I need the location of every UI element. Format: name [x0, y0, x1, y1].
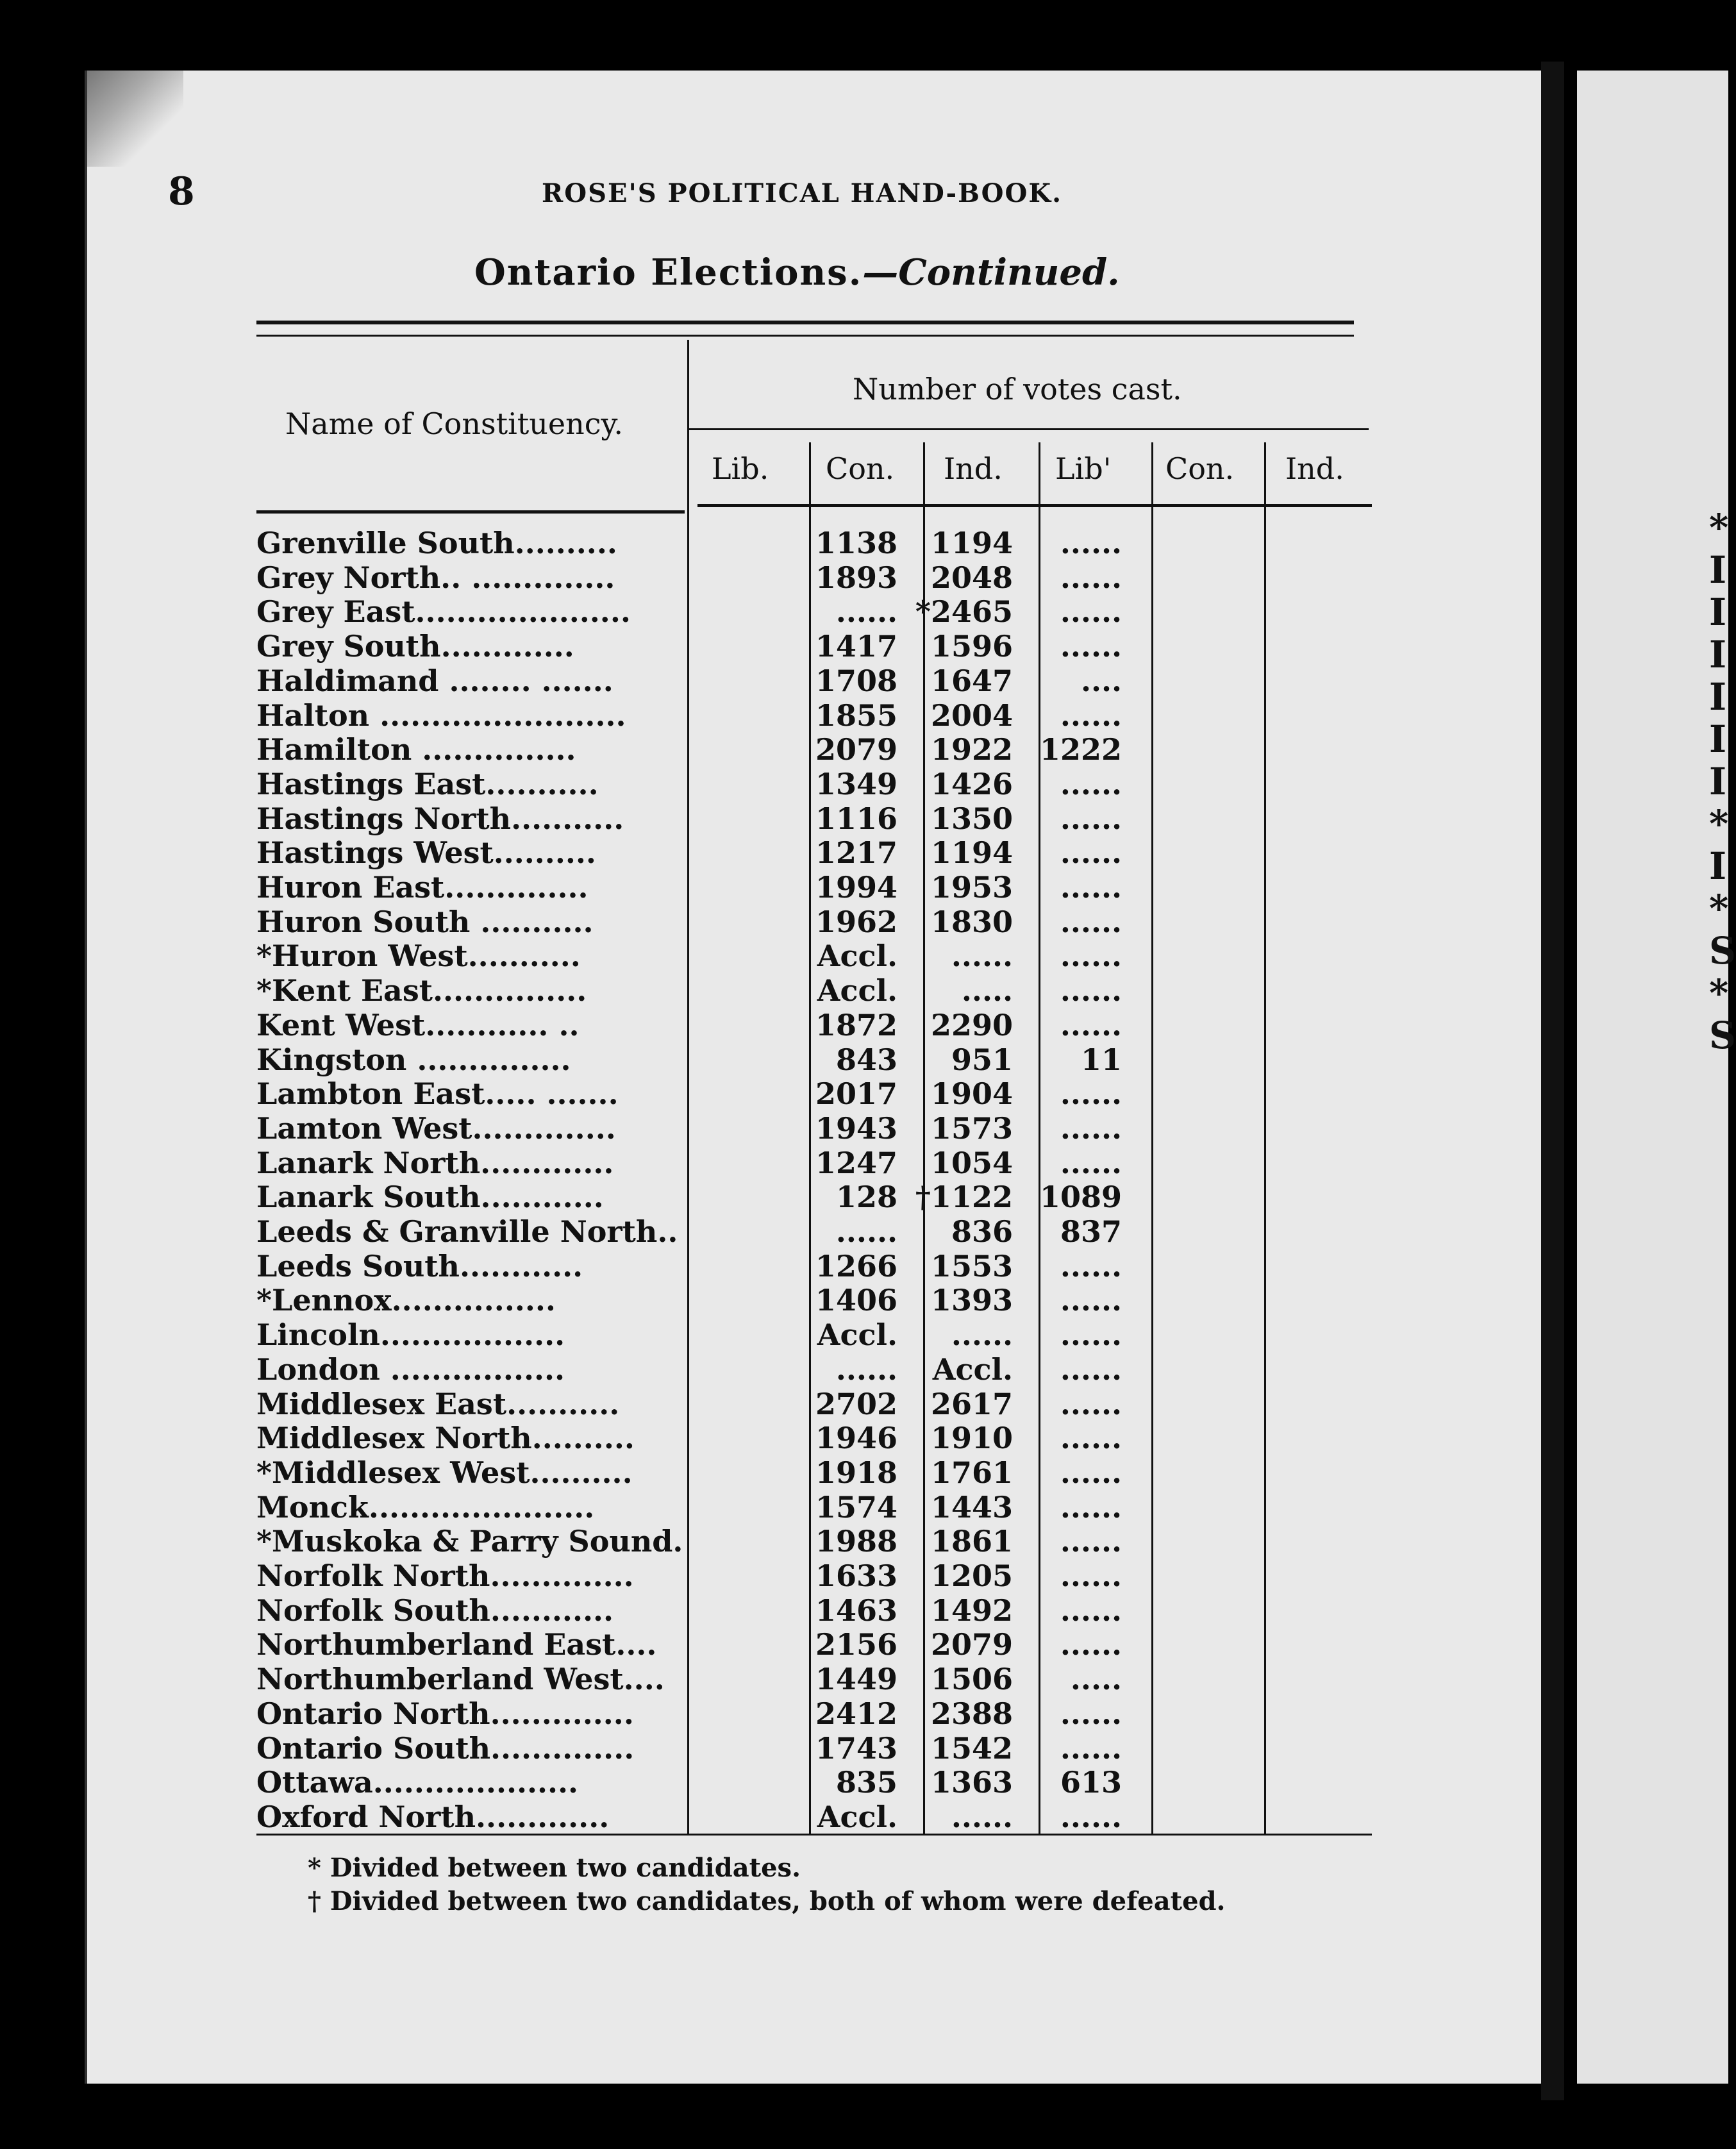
book-gutter — [1541, 62, 1564, 2100]
con-votes: 1647 — [930, 663, 1013, 698]
lib-votes: Accl. — [817, 939, 897, 974]
lib-votes: 1708 — [815, 663, 897, 698]
table-row — [256, 801, 1372, 836]
ind-votes: ...... — [1060, 1696, 1122, 1731]
ind-votes: 11 — [1080, 1042, 1122, 1077]
con-votes: 2079 — [930, 1627, 1013, 1662]
ind-votes: ...... — [1060, 560, 1122, 595]
ind-votes: ...... — [1060, 1317, 1122, 1353]
con-votes: *2465 — [915, 594, 1013, 630]
lib-votes: 843 — [835, 1042, 897, 1077]
table-top-rule-thin — [256, 335, 1354, 337]
constituency-name: Lanark North............. — [256, 1145, 614, 1180]
con-votes: 1194 — [930, 526, 1013, 560]
constituency-name: Grey East..................... — [256, 594, 631, 630]
header-col-lib-2: Lib' — [1055, 451, 1112, 486]
title-main: Ontario Elections. — [474, 251, 863, 294]
table-row — [256, 698, 1372, 733]
con-votes: Accl. — [932, 1351, 1013, 1387]
constituency-name: Ottawa.................... — [256, 1765, 579, 1800]
table-row — [256, 594, 1372, 629]
ind-votes: ...... — [1060, 1593, 1122, 1628]
constituency-name: Middlesex North.......... — [256, 1421, 635, 1456]
table-row — [256, 1559, 1372, 1593]
votes-header-rule — [689, 428, 1369, 430]
constituency-name: Oxford North............. — [256, 1799, 610, 1834]
con-votes: 1350 — [930, 801, 1013, 836]
footnote-asterisk: * Divided between two candidates. — [308, 1853, 801, 1883]
constituency-name: London ................. — [256, 1351, 565, 1387]
ind-votes: ...... — [1060, 1007, 1122, 1042]
ind-votes: ...... — [1060, 1145, 1122, 1180]
ind-votes: ...... — [1060, 1283, 1122, 1318]
con-votes: 1426 — [930, 766, 1013, 801]
lib-votes: 1633 — [815, 1559, 897, 1593]
con-votes: 1205 — [930, 1559, 1013, 1593]
con-votes: 1194 — [930, 835, 1013, 871]
ind-votes: ...... — [1060, 1110, 1122, 1146]
constituency-name: Leeds South............ — [256, 1248, 583, 1284]
constituency-name: Hastings North........... — [256, 801, 624, 836]
con-votes: 1363 — [930, 1765, 1013, 1800]
ind-votes: ...... — [1060, 698, 1122, 733]
constituency-name: *Middlesex West.......... — [256, 1455, 633, 1490]
header-col-con-2: Con. — [1165, 451, 1235, 486]
con-votes: 836 — [951, 1214, 1013, 1249]
ind-votes: ...... — [1060, 526, 1122, 560]
header-name-of-constituency: Name of Constituency. — [285, 406, 624, 441]
constituency-name: Ontario North.............. — [256, 1696, 634, 1731]
con-votes: 1910 — [930, 1421, 1013, 1456]
constituency-name: Huron South ........... — [256, 904, 594, 939]
ind-votes: ...... — [1060, 835, 1122, 871]
constituency-name: *Huron West........... — [256, 939, 581, 974]
con-votes: 2048 — [930, 560, 1013, 595]
title-continued: —Continued. — [862, 251, 1120, 294]
table-row — [256, 1111, 1372, 1146]
table-row — [256, 1283, 1372, 1317]
con-votes: 1443 — [930, 1489, 1013, 1525]
constituency-name: Leeds & Granville North.. — [256, 1214, 678, 1249]
table-row — [256, 664, 1372, 698]
ind-votes: ...... — [1060, 1386, 1122, 1421]
page-number: 8 — [168, 169, 195, 214]
constituency-name: *Lennox................ — [256, 1283, 556, 1318]
ind-votes: ..... — [1070, 1662, 1122, 1697]
constituency-name: Lambton East..... ....... — [256, 1076, 619, 1112]
table-row — [256, 1146, 1372, 1180]
ind-votes: ...... — [1060, 973, 1122, 1008]
table-row — [256, 1627, 1372, 1662]
lib-votes: 1988 — [815, 1524, 897, 1559]
constituency-name: Norfolk North.............. — [256, 1559, 634, 1593]
table-row — [256, 905, 1372, 939]
table-row — [256, 1490, 1372, 1525]
ind-votes: ...... — [1060, 1627, 1122, 1662]
lib-votes: 2412 — [815, 1696, 897, 1731]
lib-votes: 1217 — [815, 835, 897, 871]
lib-votes: 1574 — [815, 1489, 897, 1525]
table-row — [256, 1455, 1372, 1490]
con-votes: 1761 — [930, 1455, 1013, 1490]
constituency-name: Grenville South.......... — [256, 526, 617, 560]
con-votes: 951 — [951, 1042, 1013, 1077]
lib-votes: 2017 — [815, 1076, 897, 1112]
con-votes: 1861 — [930, 1524, 1013, 1559]
con-votes: 1506 — [930, 1662, 1013, 1697]
table-row — [256, 629, 1372, 664]
name-header-rule — [256, 510, 685, 514]
lib-votes: 1116 — [815, 801, 897, 836]
con-votes: ..... — [961, 973, 1013, 1008]
lib-votes: 1449 — [815, 1662, 897, 1697]
lib-votes: 2156 — [815, 1627, 897, 1662]
ind-votes: ...... — [1060, 904, 1122, 939]
lib-votes: ...... — [835, 1351, 897, 1387]
con-votes: 1922 — [930, 732, 1013, 767]
constituency-name: Norfolk South............ — [256, 1593, 614, 1628]
table-row — [256, 1352, 1372, 1387]
table-row — [256, 1214, 1372, 1249]
lib-votes: 1247 — [815, 1145, 897, 1180]
lib-votes: 1943 — [815, 1110, 897, 1146]
facing-page — [1577, 71, 1736, 2084]
lib-votes: Accl. — [817, 1317, 897, 1353]
ind-votes: ...... — [1060, 1421, 1122, 1456]
lib-votes: 1138 — [815, 526, 897, 560]
column-header-rule — [697, 504, 1372, 507]
con-votes: 1830 — [930, 904, 1013, 939]
lib-votes: 2079 — [815, 732, 897, 767]
lib-votes: 1946 — [815, 1421, 897, 1456]
table-top-rule — [256, 321, 1354, 324]
con-votes: ...... — [951, 939, 1013, 974]
constituency-name: Ontario South.............. — [256, 1730, 635, 1766]
constituency-name: Middlesex East........... — [256, 1386, 620, 1421]
ind-votes: ...... — [1060, 629, 1122, 664]
ind-votes: ...... — [1060, 1489, 1122, 1525]
table-row — [256, 1731, 1372, 1766]
lib-votes: 1962 — [815, 904, 897, 939]
lib-votes: 2702 — [815, 1386, 897, 1421]
header-number-of-votes: Number of votes cast. — [853, 372, 1182, 406]
table-row — [256, 1593, 1372, 1628]
lib-votes: 1266 — [815, 1248, 897, 1284]
table-row — [256, 1076, 1372, 1111]
ind-votes: ...... — [1060, 594, 1122, 630]
ind-votes: ...... — [1060, 870, 1122, 905]
table-row — [256, 1317, 1372, 1352]
lib-votes: Accl. — [817, 1799, 897, 1834]
lib-votes: 1893 — [815, 560, 897, 595]
page-title — [474, 251, 1120, 294]
ind-votes: ...... — [1060, 801, 1122, 836]
lib-votes: 1417 — [815, 629, 897, 664]
constituency-name: Kent West............ .. — [256, 1007, 580, 1042]
constituency-name: Northumberland West.... — [256, 1662, 665, 1697]
table-row — [256, 767, 1372, 801]
lib-votes: 1872 — [815, 1007, 897, 1042]
lib-votes: ...... — [835, 594, 897, 630]
constituency-name: Hastings West.......... — [256, 835, 596, 871]
table-row — [256, 1765, 1372, 1800]
constituency-name: Halton ........................ — [256, 698, 626, 733]
con-votes: 2290 — [930, 1007, 1013, 1042]
ind-votes: ...... — [1060, 1524, 1122, 1559]
ind-votes: ...... — [1060, 1799, 1122, 1834]
lib-votes: 1406 — [815, 1283, 897, 1318]
table-row — [256, 1421, 1372, 1455]
con-votes: 2388 — [930, 1696, 1013, 1731]
lib-votes: 1855 — [815, 698, 897, 733]
constituency-name: Monck...................... — [256, 1489, 595, 1525]
lib-votes: 1349 — [815, 766, 897, 801]
con-votes: 1492 — [930, 1593, 1013, 1628]
lib-votes: 1918 — [815, 1455, 897, 1490]
table-row — [256, 939, 1372, 973]
ind-votes: 1222 — [1039, 732, 1122, 767]
header-col-con: Con. — [826, 451, 895, 486]
con-votes: 1542 — [930, 1730, 1013, 1766]
constituency-name: Grey South............. — [256, 629, 574, 664]
lib-votes: Accl. — [817, 973, 897, 1008]
con-votes: 1596 — [930, 629, 1013, 664]
con-votes: †1122 — [915, 1180, 1013, 1215]
table-row — [256, 560, 1372, 595]
lib-votes: 128 — [835, 1180, 897, 1215]
table-row — [256, 732, 1372, 767]
con-votes: 1573 — [930, 1110, 1013, 1146]
ind-votes: .... — [1080, 663, 1122, 698]
header-col-ind-2: Ind. — [1285, 451, 1344, 486]
ind-votes: 837 — [1060, 1214, 1122, 1249]
constituency-name: Lanark South............ — [256, 1180, 604, 1215]
con-votes: 2004 — [930, 698, 1013, 733]
constituency-name: Lincoln.................. — [256, 1317, 565, 1353]
ind-votes: ...... — [1060, 1351, 1122, 1387]
table-row — [256, 1008, 1372, 1042]
con-votes: 1393 — [930, 1283, 1013, 1318]
con-votes: 1953 — [930, 870, 1013, 905]
con-votes: 1904 — [930, 1076, 1013, 1112]
ind-votes: 613 — [1060, 1765, 1122, 1800]
ind-votes: ...... — [1060, 1559, 1122, 1593]
table-row — [256, 526, 1372, 560]
table-row — [256, 1800, 1372, 1834]
header-col-lib: Lib. — [712, 451, 769, 486]
ind-votes: ...... — [1060, 939, 1122, 974]
con-votes: 2617 — [930, 1386, 1013, 1421]
table-row — [256, 1662, 1372, 1696]
lib-votes: 1743 — [815, 1730, 897, 1766]
ind-votes: 1089 — [1039, 1180, 1122, 1215]
facing-page-margin-text: * I I I I I I * I * S * S — [1709, 506, 1736, 1057]
table-row — [256, 1249, 1372, 1284]
ind-votes: ...... — [1060, 1455, 1122, 1490]
table-row — [256, 1042, 1372, 1077]
ind-votes: ...... — [1060, 1076, 1122, 1112]
table-row — [256, 870, 1372, 905]
constituency-name: Lamton West.............. — [256, 1110, 616, 1146]
footnote-dagger: † Divided between two candidates, both of whom were defeated. — [308, 1886, 1226, 1916]
constituency-name: Huron East.............. — [256, 870, 588, 905]
table-row — [256, 973, 1372, 1008]
con-votes: 1553 — [930, 1248, 1013, 1284]
ind-votes: ...... — [1060, 1730, 1122, 1766]
lib-votes: 1994 — [815, 870, 897, 905]
table-row — [256, 1696, 1372, 1731]
constituency-name: Grey North.. .............. — [256, 560, 615, 595]
con-votes: ...... — [951, 1799, 1013, 1834]
con-votes: ...... — [951, 1317, 1013, 1353]
table-row — [256, 1180, 1372, 1214]
lib-votes: ...... — [835, 1214, 897, 1249]
constituency-name: Northumberland East.... — [256, 1627, 657, 1662]
ind-votes: ...... — [1060, 1248, 1122, 1284]
constituency-name: Haldimand ........ ....... — [256, 663, 613, 698]
header-col-ind: Ind. — [944, 451, 1003, 486]
lib-votes: 835 — [835, 1765, 897, 1800]
lib-votes: 1463 — [815, 1593, 897, 1628]
table-row — [256, 1524, 1372, 1559]
running-head: ROSE'S POLITICAL HAND-BOOK. — [542, 178, 1063, 208]
table-row — [256, 835, 1372, 870]
ind-votes: ...... — [1060, 766, 1122, 801]
con-votes: 1054 — [930, 1145, 1013, 1180]
constituency-name: *Muskoka & Parry Sound. — [256, 1524, 683, 1559]
constituency-name: Hastings East........... — [256, 766, 599, 801]
constituency-name: Hamilton ............... — [256, 732, 576, 767]
constituency-name: Kingston ............... — [256, 1042, 571, 1077]
table-row — [256, 1387, 1372, 1421]
constituency-name: *Kent East............... — [256, 973, 587, 1008]
